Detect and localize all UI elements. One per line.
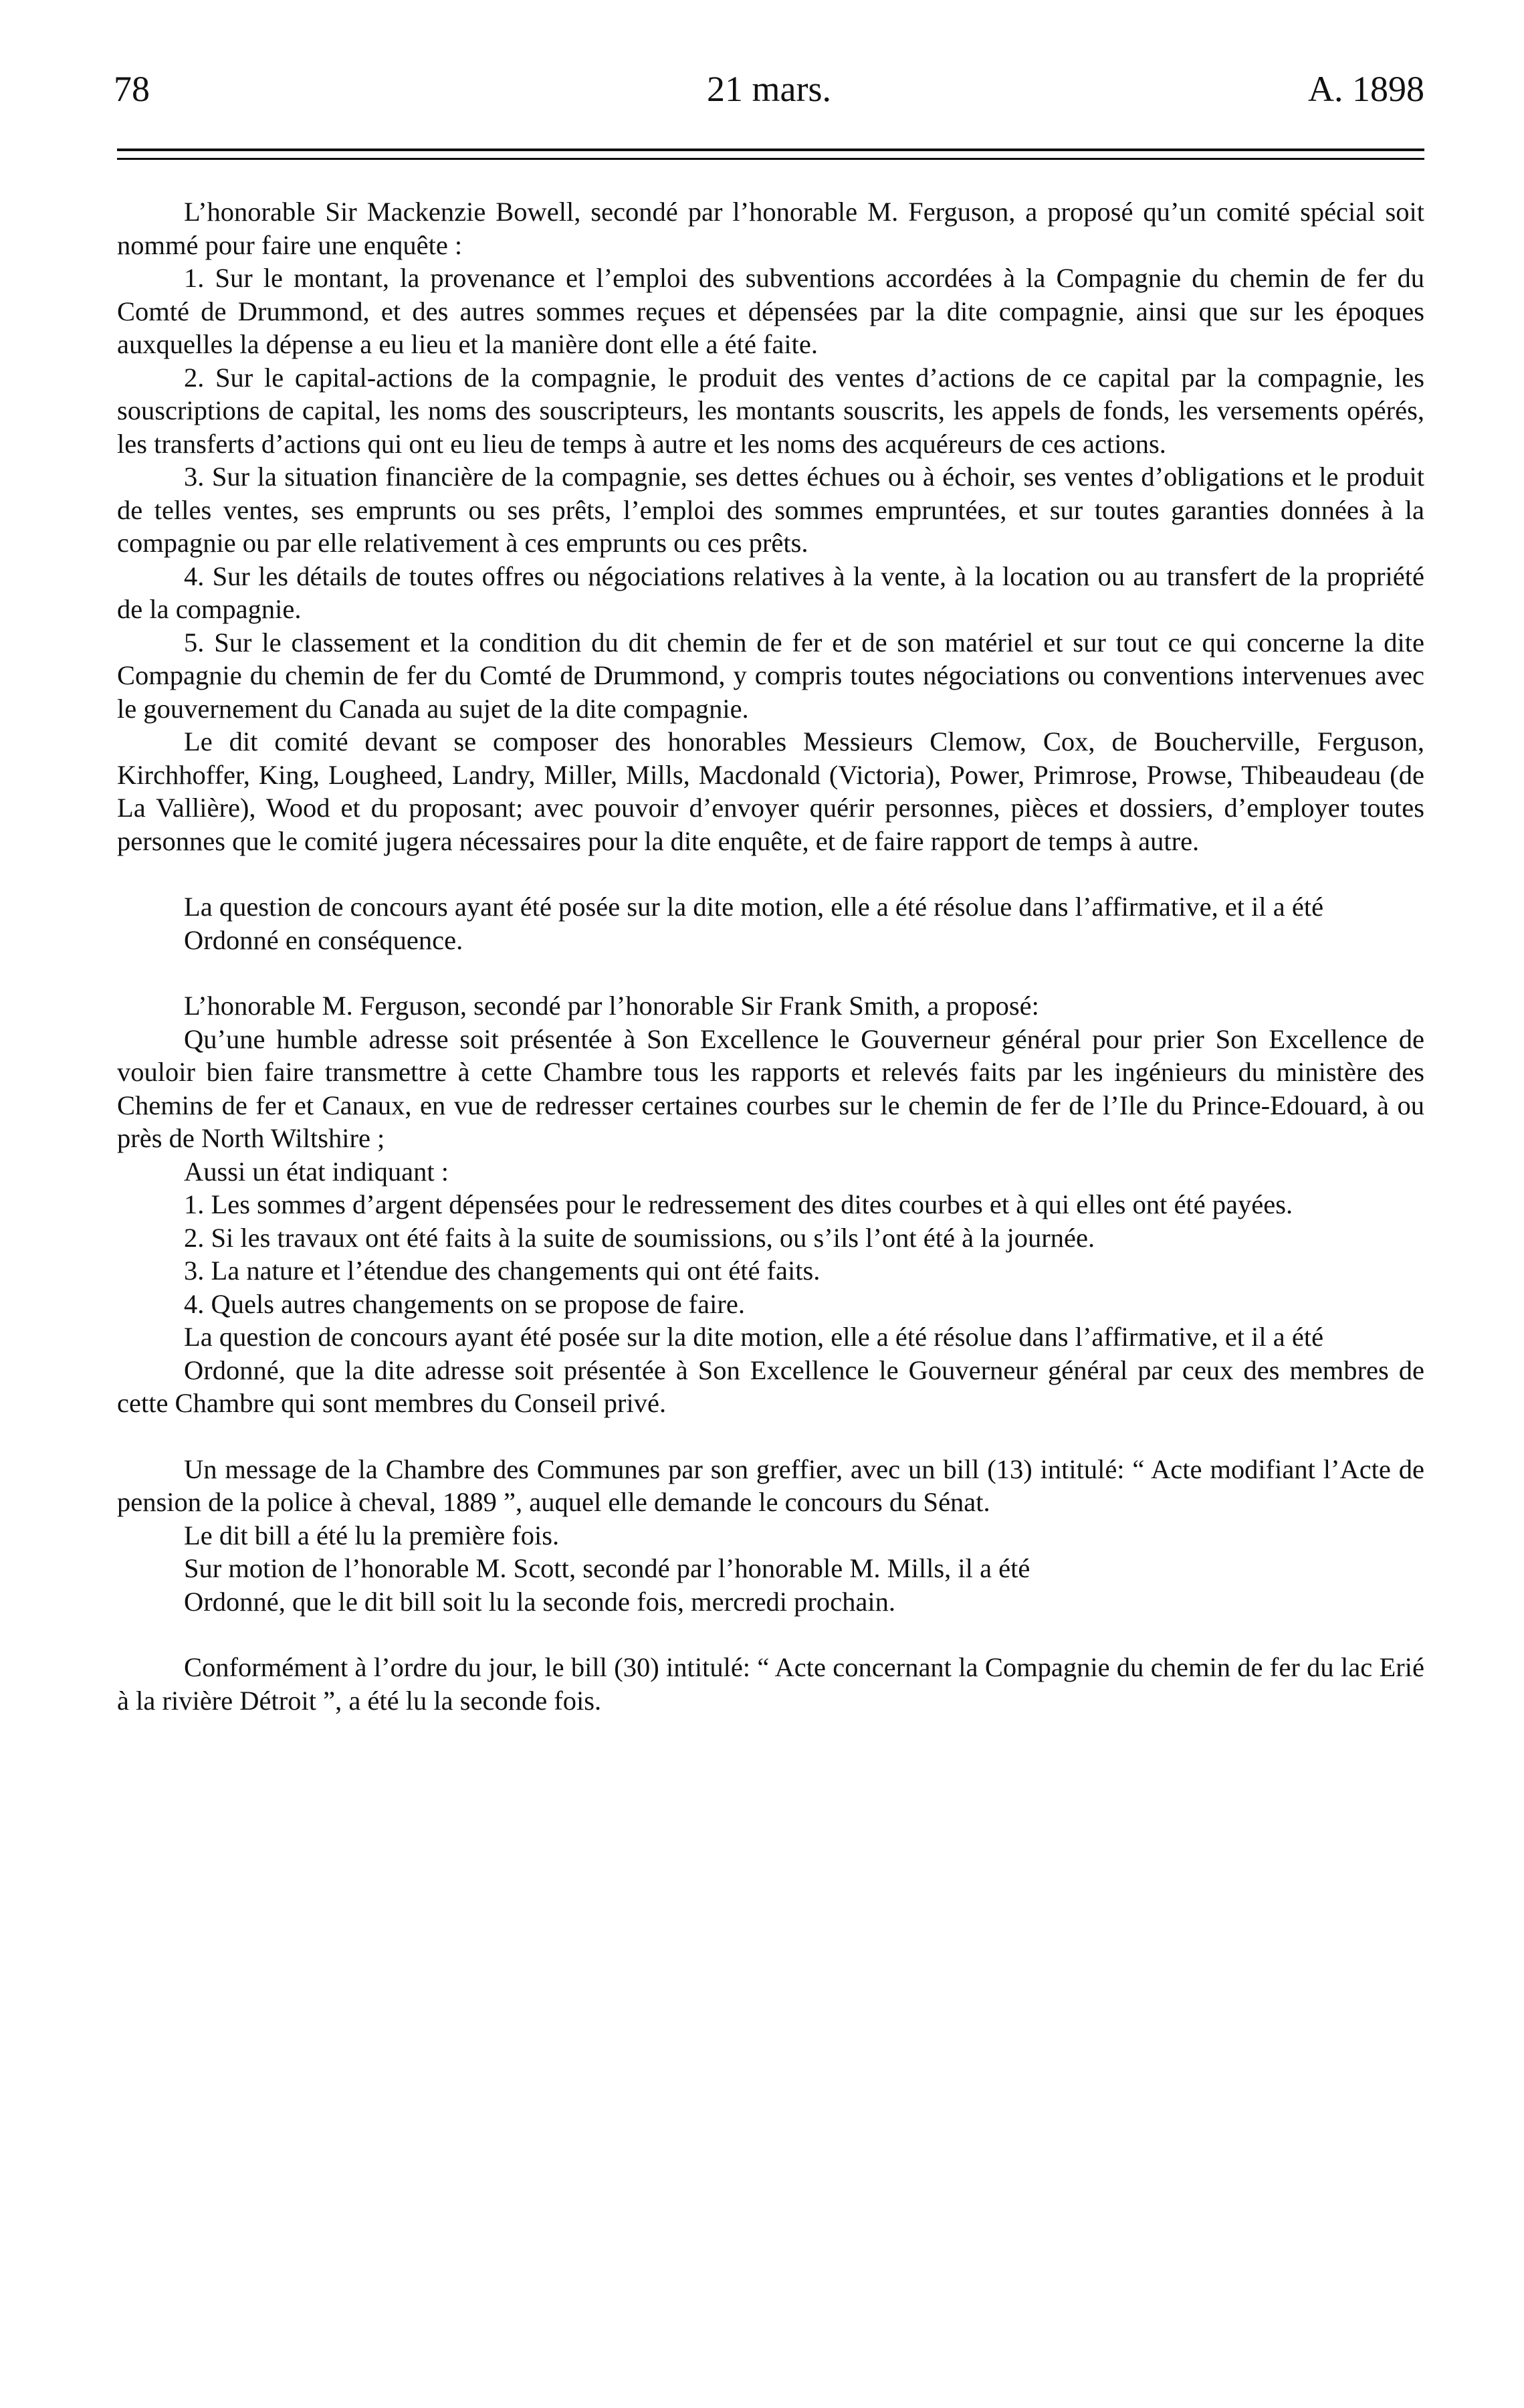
paragraph: Le dit comité devant se composer des honorables Messieurs Clemow, Cox, de Boucherville, Ferguson, Kirchhoffer, King, Lougheed, Landry, Miller, Mills, Macdonald (Victoria), Power, Primrose, Prowse, Thibeaudeau (de La Vallière), Wood et du proposant; avec pouvoir d’envoyer quérir personnes, pièces et dossiers, d’employer toutes personnes que le comité jugera nécessaires pour la dite enquête, et de faire rapport de temps à autre. xyxy=(117,726,1424,856)
header-year: A. 1898 xyxy=(1308,69,1424,109)
paragraph: Sur motion de l’honorable M. Scott, secondé par l’honorable M. Mills, il a été xyxy=(184,1553,1030,1583)
paragraph: 3. Sur la situation financière de la compagnie, ses dettes échues ou à échoir, ses ventes d’obligations et le produit de telles ventes, ses emprunts ou ses prêts, l’emploi des sommes empruntées, et sur toutes garanties données à la compagnie ou par elle relativement à ces emprunts ou ces prêts. xyxy=(117,462,1424,558)
paragraph: L’honorable M. Ferguson, secondé par l’honorable Sir Frank Smith, a proposé: xyxy=(184,991,1039,1021)
paragraph: 5. Sur le classement et la condition du dit chemin de fer et de son matériel et sur tout ce qui concerne la dite Compagnie du chemin de fer du Comté de Drummond, y compris toutes négociations ou conventions intervenues avec le gouvernement du Canada au sujet de la dite compagnie. xyxy=(117,627,1424,724)
header-date: 21 mars. xyxy=(707,69,831,109)
paragraph: Ordonné, que la dite adresse soit présentée à Son Excellence le Gouverneur général par ceux des membres de cette Chambre qui sont membres du Conseil privé. xyxy=(117,1354,1424,1418)
paragraph: 4. Sur les détails de toutes offres ou négociations relatives à la vente, à la location ou au transfert de la propriété de la compagnie. xyxy=(117,561,1424,624)
page-body xyxy=(117,195,1424,1717)
paragraph: 2. Sur le capital-actions de la compagnie, le produit des ventes d’actions de ce capital par la compagnie, les souscriptions de capital, les noms des souscripteurs, les montants souscrits, les appels de fonds, les versements opérés, les transferts d’actions qui ont eu lieu de temps à autre et les noms des acquéreurs de ces actions. xyxy=(117,362,1424,459)
paragraph: Un message de la Chambre des Communes par son greffier, avec un bill (13) intitulé: “ Acte modifiant l’Acte de pension de la police à cheval, 1889 ”, auquel elle demande le concours du Sénat. xyxy=(117,1453,1424,1517)
header-rule-thick xyxy=(117,148,1424,151)
header-rule-thin xyxy=(117,158,1424,160)
paragraph: Aussi un état indiquant : xyxy=(184,1156,449,1187)
paragraph: Le dit bill a été lu la première fois. xyxy=(184,1520,560,1550)
section-gap xyxy=(117,957,1424,989)
paragraph: La question de concours ayant été posée sur la dite motion, elle a été résolue dans l’affirmative, et il a été xyxy=(184,1322,1324,1352)
paragraph: Conformément à l’ordre du jour, le bill (30) intitulé: “ Acte concernant la Compagnie du chemin de fer du lac Erié à la rivière Détroit ”, a été lu la seconde fois. xyxy=(117,1652,1424,1716)
paragraph: Ordonné, que le dit bill soit lu la seconde fois, mercredi prochain. xyxy=(184,1586,895,1617)
paragraph: Qu’une humble adresse soit présentée à Son Excellence le Gouverneur général pour prier Son Excellence de vouloir bien faire transmettre à cette Chambre tous les rapports et relevés faits par les ingénieurs du ministère des Chemins de fer et Canaux, en vue de redresser certaines courbes sur le chemin de fer de l’Ile du Prince-Edouard, à ou près de North Wiltshire ; xyxy=(117,1023,1424,1153)
paragraph: 2. Si les travaux ont été faits à la suite de soumissions, ou s’ils l’ont été à la journée. xyxy=(184,1222,1095,1253)
order-line: Ordonné en conséquence. xyxy=(184,924,463,955)
paragraph: 3. La nature et l’étendue des changements qui ont été faits. xyxy=(184,1256,821,1286)
paragraph: 4. Quels autres changements on se propose de faire. xyxy=(184,1288,745,1319)
paragraph: L’honorable Sir Mackenzie Bowell, secondé par l’honorable M. Ferguson, a proposé qu’un comité spécial soit nommé pour faire une enquête : xyxy=(117,197,1424,260)
section-gap xyxy=(117,1420,1424,1453)
paragraph: 1. Sur le montant, la provenance et l’emploi des subventions accordées à la Compagnie du chemin de fer du Comté de Drummond, et des autres sommes reçues et dépensées par la dite compagnie, ainsi que sur les époques auxquelles la dépense a eu lieu et la manière dont elle a été faite. xyxy=(117,263,1424,359)
section-gap xyxy=(117,1618,1424,1651)
paragraph: 1. Les sommes d’argent dépensées pour le redressement des dites courbes et à qui elles ont été payées. xyxy=(184,1189,1293,1219)
page-number: 78 xyxy=(114,69,150,109)
section-gap xyxy=(117,858,1424,890)
page-header xyxy=(114,59,1424,119)
paragraph: La question de concours ayant été posée sur la dite motion, elle a été résolue dans l’affirmative, et il a été xyxy=(184,892,1324,922)
